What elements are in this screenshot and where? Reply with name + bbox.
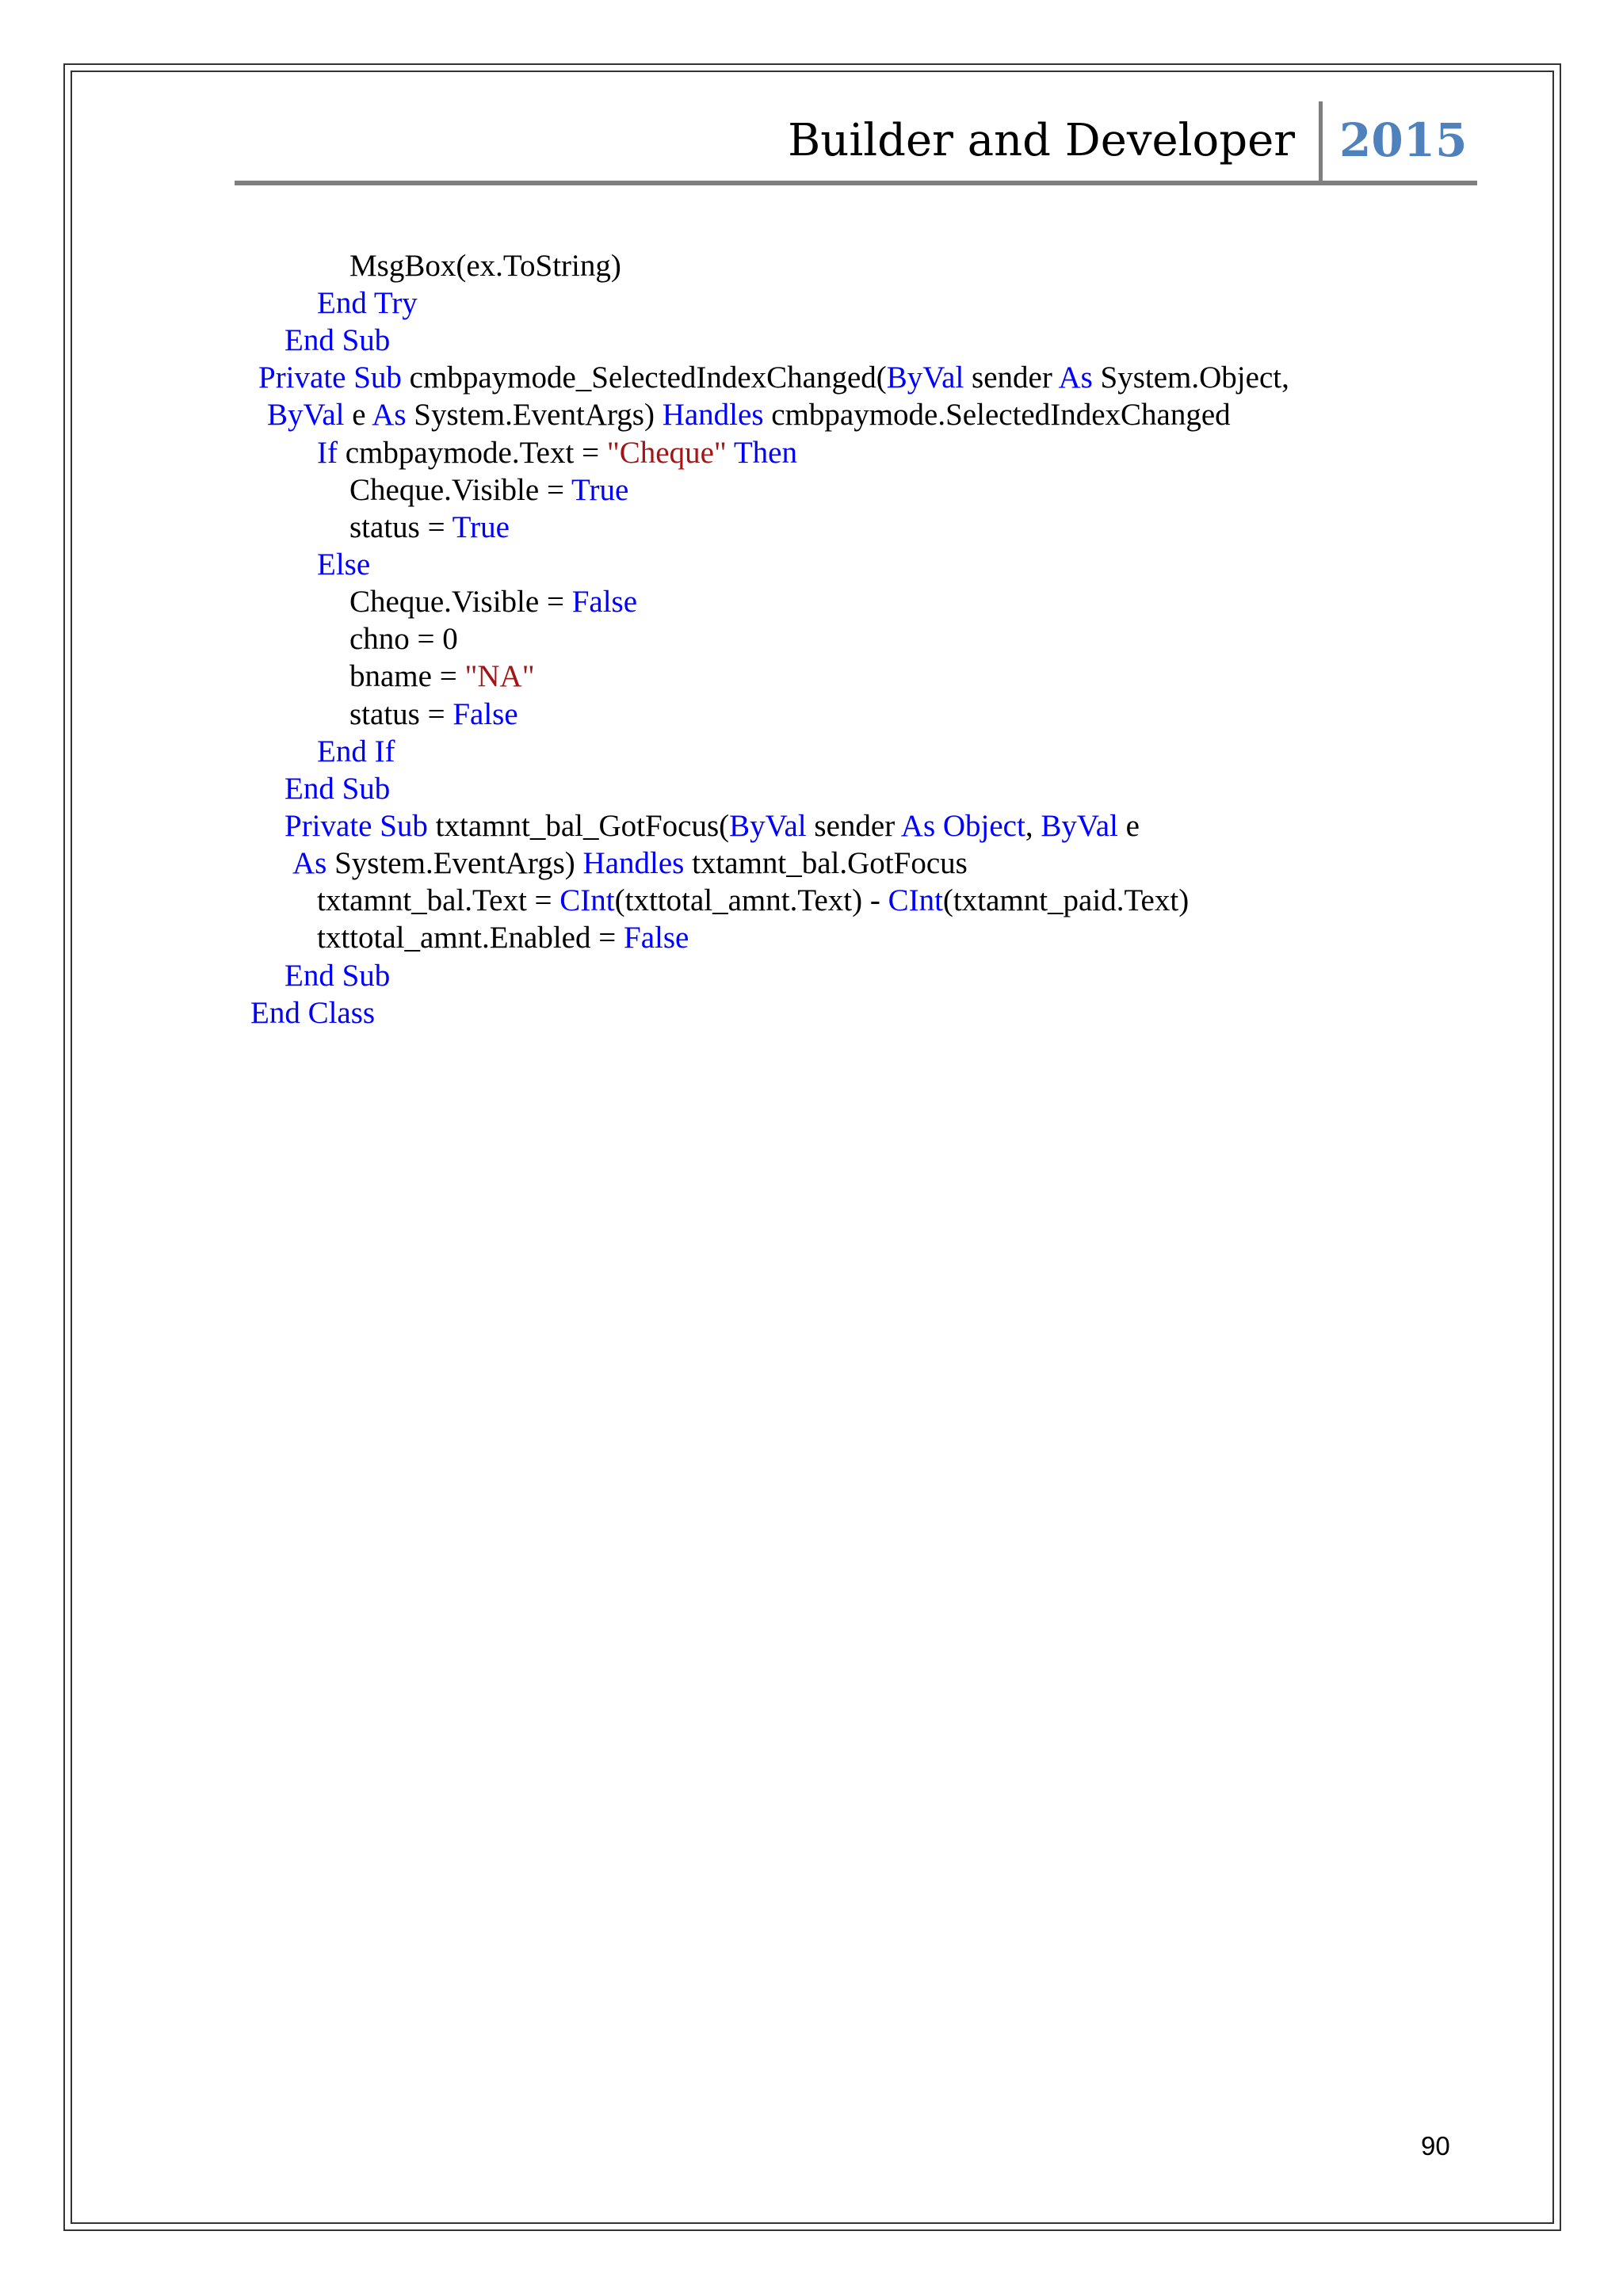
code-line-6 (317, 434, 797, 471)
code-keyword: End Sub (285, 772, 391, 806)
code-keyword: True (571, 473, 629, 507)
code-text: txtamnt_bal_GotFocus( (427, 809, 730, 843)
code-keyword: Private Sub (258, 360, 402, 395)
code-keyword: As (372, 398, 407, 432)
code-text: bname = (349, 659, 465, 693)
code-text: , (1025, 809, 1041, 843)
code-line-8 (349, 509, 510, 546)
code-keyword: ByVal (886, 360, 964, 395)
code-text: e (1117, 809, 1140, 843)
code-line-18 (317, 882, 1189, 919)
header-title: Builder and Developer (788, 115, 1295, 166)
code-line-20 (285, 957, 390, 994)
code-keyword: False (453, 697, 518, 731)
code-text: (txttotal_amnt.Text) - (614, 883, 888, 917)
code-keyword: ByVal (1041, 809, 1118, 843)
code-keyword: True (452, 510, 510, 544)
code-line-2 (317, 284, 418, 322)
code-text: sender (806, 809, 901, 843)
code-line-9 (317, 546, 370, 583)
code-keyword: False (624, 921, 689, 955)
code-keyword: End Try (317, 286, 418, 320)
code-text: chno = 0 (349, 622, 458, 656)
code-line-7 (349, 471, 628, 509)
code-line-17 (292, 845, 968, 882)
code-text: Cheque.Visible = (349, 473, 571, 507)
code-keyword: False (571, 585, 638, 619)
code-text: (txtamnt_paid.Text) (942, 883, 1190, 917)
code-text: MsgBox(ex.ToString) (349, 249, 621, 283)
code-line-15 (285, 770, 390, 807)
code-line-3 (285, 322, 390, 359)
code-keyword: As (292, 846, 327, 880)
code-line-16 (285, 807, 1140, 845)
code-keyword: Private Sub (285, 809, 428, 843)
code-text: cmbpaymode_SelectedIndexChanged( (401, 360, 887, 395)
code-line-21 (250, 994, 375, 1032)
code-keyword: ByVal (267, 398, 345, 432)
code-line-11 (349, 620, 458, 658)
code-text: status = (349, 697, 453, 731)
code-line-19 (317, 919, 689, 956)
code-text: txtamnt_bal.GotFocus (684, 846, 968, 880)
code-keyword: Then (733, 436, 797, 470)
code-keyword: Else (317, 547, 371, 582)
code-line-12 (349, 658, 535, 695)
code-keyword: End Sub (285, 959, 391, 993)
page-number: 90 (1421, 2131, 1450, 2161)
code-text: Cheque.Visible = (349, 585, 572, 619)
code-line-14 (317, 733, 395, 770)
code-line-5 (267, 396, 1231, 433)
code-text: sender (964, 360, 1059, 395)
code-line-10 (349, 583, 637, 620)
page-header (235, 101, 1477, 189)
code-line-13 (349, 696, 518, 733)
code-keyword: End Sub (285, 323, 391, 357)
code-text: System.EventArgs) (327, 846, 583, 880)
code-keyword: ByVal (729, 809, 807, 843)
code-text: status = (349, 510, 453, 544)
code-string: "NA" (464, 659, 535, 693)
header-rule (235, 181, 1477, 185)
code-text: txttotal_amnt.Enabled = (317, 921, 624, 955)
code-keyword: Handles (582, 846, 685, 880)
code-keyword: Object (942, 809, 1025, 843)
code-keyword: If (317, 436, 338, 470)
code-keyword: End Class (250, 996, 376, 1030)
code-line-4 (258, 359, 1289, 396)
code-text (935, 809, 943, 843)
code-keyword: End If (317, 734, 395, 769)
code-keyword: CInt (559, 883, 615, 917)
code-text: System.EventArgs) (406, 398, 663, 432)
header-year: 2015 (1339, 113, 1468, 167)
code-keyword: As (900, 809, 936, 843)
header-divider (1319, 101, 1323, 182)
code-text: cmbpaymode.Text = (337, 436, 607, 470)
code-keyword: Handles (662, 398, 764, 432)
code-text (727, 436, 734, 470)
code-keyword: As (1058, 360, 1093, 395)
code-text: System.Object, (1092, 360, 1289, 395)
code-text: e (344, 398, 372, 432)
code-text: txtamnt_bal.Text = (317, 883, 560, 917)
code-string: "Cheque" (606, 436, 727, 470)
code-keyword: CInt (888, 883, 943, 917)
code-text: cmbpaymode.SelectedIndexChanged (763, 398, 1231, 432)
code-line-1 (349, 247, 621, 284)
